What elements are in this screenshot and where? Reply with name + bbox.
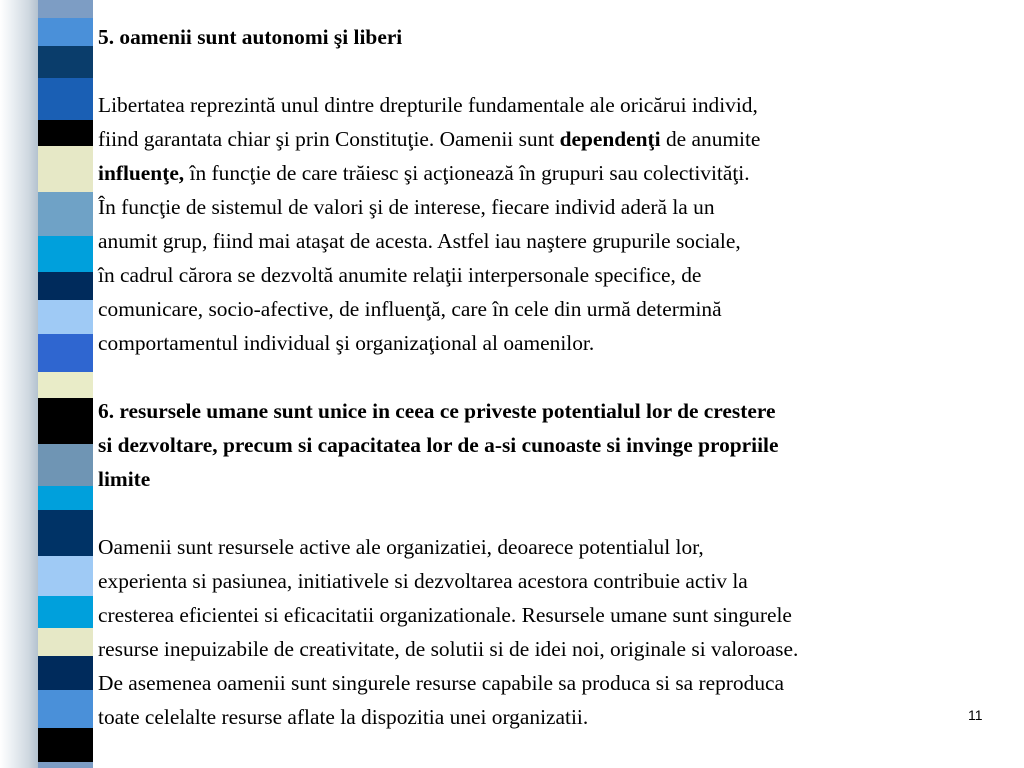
slide-content xyxy=(98,20,1018,734)
strip-block xyxy=(38,728,93,762)
section-heading-5: 5. oamenii sunt autonomi şi liberi xyxy=(98,25,403,49)
text-run: de anumite xyxy=(660,127,761,151)
text-run: în funcţie de care trăiesc şi acţionează în grupuri sau colectivităţi. xyxy=(184,161,750,185)
strip-block xyxy=(38,334,93,372)
spacer xyxy=(98,360,1018,394)
paragraph-line: În funcţie de sistemul de valori şi de interese, fiecare individ aderă la un xyxy=(98,195,715,219)
section-heading-6: limite xyxy=(98,467,151,491)
strip-block xyxy=(38,486,93,510)
paragraph-line: experienta si pasiunea, initiativele si dezvoltarea acestora contribuie activ la xyxy=(98,569,748,593)
section-heading-6: 6. resursele umane sunt unice in ceea ce priveste potentialul lor de crestere xyxy=(98,399,776,423)
paragraph-line: toate celelalte resurse aflate la dispozitia unei organizatii. xyxy=(98,705,589,729)
decorative-color-strip xyxy=(38,0,93,768)
section-heading-6: si dezvoltare, precum si capacitatea lor de a-si cunoaste si invinge propriile xyxy=(98,433,779,457)
strip-block xyxy=(38,0,93,18)
paragraph-line: cresterea eficientei si eficacitatii organizationale. Resursele umane sunt singurele xyxy=(98,603,792,627)
paragraph-line: Oamenii sunt resursele active ale organizatiei, deoarece potentialul lor, xyxy=(98,535,704,559)
strip-block xyxy=(38,300,93,334)
strip-block xyxy=(38,628,93,656)
strip-block xyxy=(38,596,93,628)
strip-block xyxy=(38,192,93,236)
bold-term-dependenti: dependenţi xyxy=(559,127,661,151)
paragraph-line: în cadrul cărora se dezvoltă anumite relaţii interpersonale specifice, de xyxy=(98,263,702,287)
paragraph-line: anumit grup, fiind mai ataşat de acesta. Astfel iau naştere grupurile sociale, xyxy=(98,229,741,253)
strip-block xyxy=(38,146,93,192)
paragraph-line: Libertatea reprezintă unul dintre drepturile fundamentale ale oricărui individ, xyxy=(98,93,758,117)
strip-block xyxy=(38,656,93,690)
paragraph-line: resurse inepuizabile de creativitate, de solutii si de idei noi, originale si valoroase. xyxy=(98,637,799,661)
strip-block xyxy=(38,46,93,78)
strip-block xyxy=(38,556,93,596)
strip-block xyxy=(38,18,93,46)
bold-term-influente: influenţe, xyxy=(98,161,185,185)
decorative-strip-fade xyxy=(0,0,38,768)
strip-block xyxy=(38,236,93,272)
text-run: fiind garantata chiar şi prin Constituţie. Oamenii sunt xyxy=(98,127,560,151)
page-number: 11 xyxy=(968,707,983,723)
paragraph-line xyxy=(98,122,1018,156)
strip-block xyxy=(38,78,93,120)
strip-block xyxy=(38,762,93,768)
paragraph-line: De asemenea oamenii sunt singurele resurse capabile sa produca si sa reproduca xyxy=(98,671,785,695)
paragraph-line: comunicare, socio-afective, de influenţă, care în cele din urmă determină xyxy=(98,297,722,321)
strip-block xyxy=(38,272,93,300)
strip-block xyxy=(38,690,93,728)
strip-block xyxy=(38,444,93,486)
strip-block xyxy=(38,398,93,444)
strip-block xyxy=(38,372,93,398)
strip-block xyxy=(38,120,93,146)
paragraph-line: comportamentul individual şi organizaţional al oamenilor. xyxy=(98,331,595,355)
strip-block xyxy=(38,510,93,556)
paragraph-line xyxy=(98,156,1018,190)
spacer xyxy=(98,496,1018,530)
spacer xyxy=(98,54,1018,88)
